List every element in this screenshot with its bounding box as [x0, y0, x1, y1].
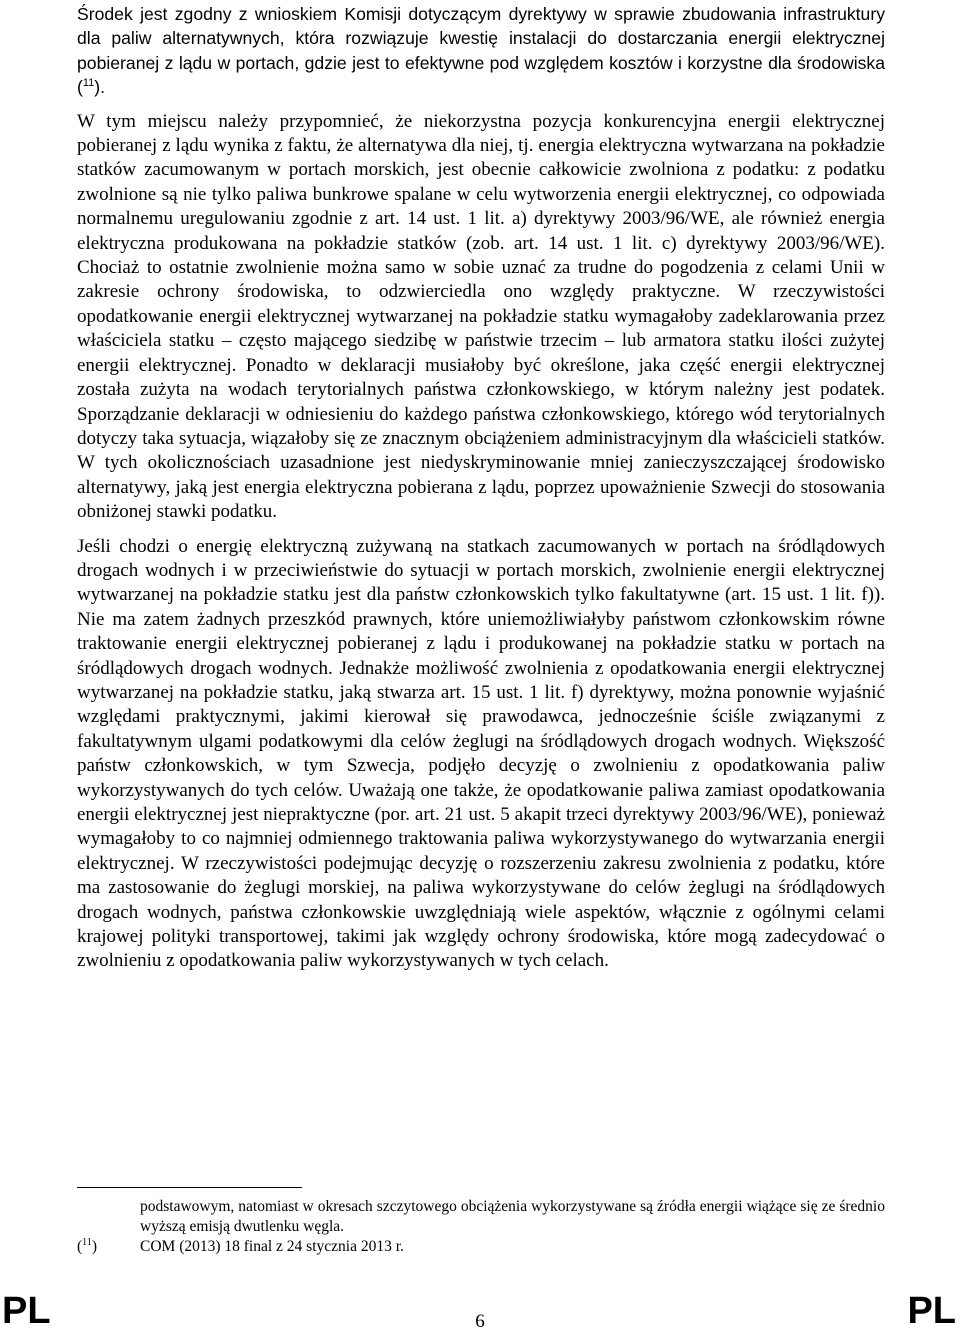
footnote-separator [77, 1187, 302, 1188]
paragraph-2: W tym miejscu należy przypomnieć, że niekorzystna pozycja konkurencyjna energii elektrycznej pobieranej z lądu wynika z faktu, że alternatywa dla niej, tj. energia elektryczna wytwarzana na pokładzie statków zacumowanym w portach morskich, jest obecnie całkowicie zwolniona z podatku: z podatku zwolnione są nie tylko paliwa bunkrowe spalane w celu wytworzenia energii elektrycznej, co odpowiada normalnemu uregulowaniu zgodnie z art. 14 ust. 1 lit. a) dyrektywy 2003/96/WE, ale również energia elektryczna produkowana na pokładzie statków (zob. art. 14 ust. 1 lit. c) dyrektywy 2003/96/WE). Chociaż to ostatnie zwolnienie można samo w sobie uznać za trudne do pogodzenia z celami Unii w zakresie ochrony środowiska, to odzwierciedla ono względy praktyczne. W rzeczywistości opodatkowanie energii elektrycznej wytwarzanej na pokładzie statku wymagałoby zadeklarowania przez właściciela statku – często mającego siedzibę w państwie trzecim – lub armatora statku ilości zużytej energii elektrycznej. Ponadto w deklaracji musiałoby być określone, jaka część energii elektrycznej została zużyta na wodach terytorialnych państwa członkowskiego, w którym należny jest podatek. Sporządzanie deklaracji w odniesieniu do każdego państwa członkowskiego, którego wód terytorialnych dotyczy taka sytuacja, wiązałoby się ze znacznym obciążeniem administracyjnym dla właścicieli statków. W tych okolicznościach uzasadnione jest niedyskryminowanie mniej zanieczyszczającej środowisko alternatywy, jaką jest energia elektryczna pobierana z lądu, poprzez upoważnienie Szwecji do stosowania obniżonej stawki podatku. [77, 110, 885, 523]
footnote-continuation: podstawowym, natomiast w okresach szczytowego obciążenia wykorzystywane są źródła energii wiążące się ze średnio wyższą emisją dwutlenku węgla. [140, 1198, 885, 1235]
paragraph-1-text: Środek jest zgodny z wnioskiem Komisji dotyczącym dyrektywy w sprawie zbudowania infrastruktury dla paliw alternatywnych, która rozwiązuje kwestię instalacji do dostarczania energii elektrycznej pobieranej z lądu w portach, gdzie jest to efektywne pod względem kosztów i korzystne dla środowiska ( [77, 4, 885, 98]
footnote-ref-11[interactable]: 11 [82, 77, 95, 90]
main-text [77, 2, 885, 974]
footnote-11-text: COM (2013) 18 final z 24 stycznia 2013 r. [140, 1238, 404, 1255]
page-number: 6 [475, 1311, 485, 1332]
footnote-11 [77, 1237, 885, 1257]
paragraph-3: Jeśli chodzi o energię elektryczną zużywaną na statkach zacumowanych w portach na śródlądowych drogach wodnych i w przeciwieństwie do sytuacji w portach morskich, zwolnienie energii elektrycznej wytwarzanej na pokładzie statku jest dla państw członkowskich tylko fakultatywne (art. 15 ust. 1 lit. f)). Nie ma zatem żadnych przeszkód prawnych, które uniemożliwiałyby państwom członkowskim równe traktowanie energii elektrycznej pobieranej z lądu i produkowanej na pokładzie statku w portach na śródlądowych drogach wodnych. Jednakże możliwość zwolnienia z opodatkowania energii elektrycznej wytwarzanej na pokładzie statku, jaką stwarza art. 15 ust. 1 lit. f) dyrektywy, można ponownie wyjaśnić względami praktycznymi, jakimi kierował się prawodawca, jednocześnie ściśle związanymi z fakultatywnym ulgami podatkowymi dla celów żeglugi na śródlądowych drogach wodnych. Większość państw członkowskich, w tym Szwecja, podjęło decyzję o zwolnieniu z opodatkowania paliw wykorzystywanych do tych celów. Uważają one także, że opodatkowanie paliwa zamiast opodatkowania energii elektrycznej jest niepraktyczne (por. art. 21 ust. 5 akapit trzeci dyrektywy 2003/96/WE), ponieważ wymagałoby to co najmniej odmiennego traktowania paliwa wykorzystywanego do wytwarzania energii elektrycznej. W rzeczywistości podejmując decyzję o rozszerzeniu zakresu zwolnienia z podatku, które ma zastosowanie do żeglugi morskiej, na paliwa wykorzystywane do celów żeglugi na śródlądowych drogach wodnych, państwa członkowskie uwzględniają wiele aspektów, włącznie z ogólnymi celami krajowej polityki transportowej, takimi jak względy ochrony środowiska, które mogą zadecydować o zwolnieniu z opodatkowania paliw wykorzystywanych w tych celach. [77, 535, 885, 972]
paragraph-1 [77, 2, 885, 100]
footnote-11-number: 11 [82, 1237, 92, 1248]
paragraph-1-end: ). [94, 77, 106, 98]
footnotes [77, 1197, 885, 1257]
footnote-11-marker: ($^{11}$) [77, 1237, 97, 1255]
language-code-right: PL [907, 1290, 956, 1332]
language-code-left: PL [2, 1290, 51, 1332]
